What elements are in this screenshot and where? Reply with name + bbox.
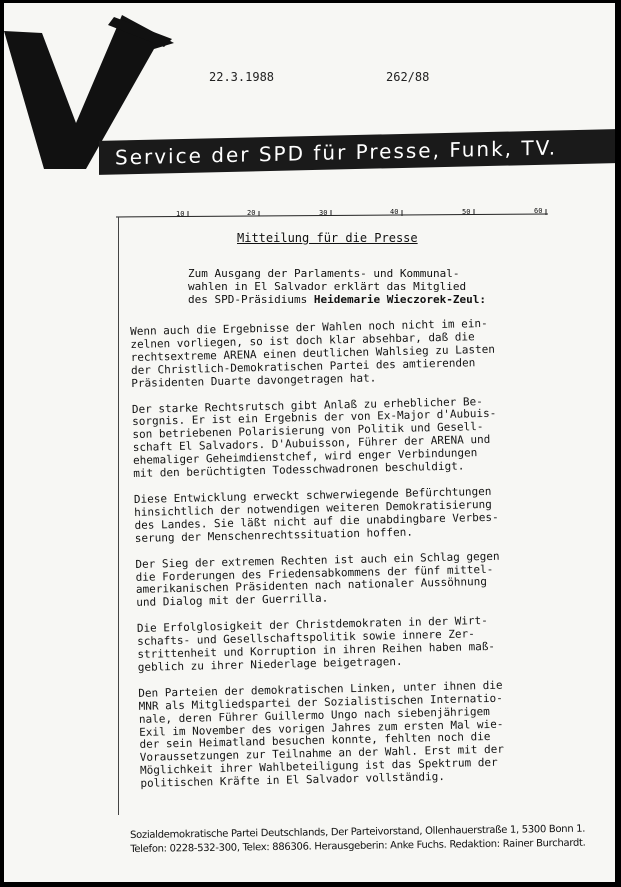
intro-block: [188, 267, 486, 306]
footer-contact: Telefon: 0228-532-300, Telex: 886306. Herausgeberin: Anke Fuchs. Redaktion: Rainer Burchardt.: [130, 837, 586, 855]
statement-body: [130, 315, 615, 804]
footer-imprint: [130, 822, 600, 857]
ruler-mark-60: 60: [534, 207, 543, 215]
ruler-mark-40: 40: [390, 208, 399, 216]
intro-line-1: Zum Ausgang der Parlaments- und Kommunal-: [188, 267, 460, 280]
paragraph-3: Diese Entwicklung erweckt schwerwiegende Befürchtungen hinsichtlich der notwendigen weiteren Demokratisierung des Landes. Sie läßt nicht auf die unabdingbare Verbes- serung der Menschenrechtssituation hoffen.: [133, 484, 499, 545]
banner-text: Service der SPD für Presse, Funk, TV.: [115, 135, 558, 170]
ruler-mark-30: 30: [319, 209, 328, 217]
footer-address: Sozialdemokratische Partei Deutschlands, Der Parteivorstand, Ollenhauerstraße 1, 5300 Bonn 1.: [130, 823, 586, 841]
intro-line-3-prefix: des SPD-Präsidiums: [188, 293, 314, 306]
paragraph-2: Der starke Rechtsrutsch gibt Anlaß zu erheblicher Be- sorgnis. Er ist ein Ergebnis der von Ex-Major d'Aubuis- son betriebenen Polarisierung von Politik und Gesell- schaft El Salvadors. D'Aubuisson, Führer der ARENA und ehemaliger Geheimdienstchef, wird enger Verbindungen mit den berüchtigten Todesschwadronen beschuldigt.: [131, 394, 497, 481]
paragraph-6: Den Parteien der demokratischen Linken, unter ihnen die MNR als Mitgliedspartei der Sozialistischen Internatio- nale, deren Führer Guillermo Ungo nach siebenjährigem Exil im November des vorigen Jahres zum ersten Mal wie- der sein Heimatland besuchen konnte, fehlten noch die Voraussetzungen zur Teilnahme an der Wahl. Erst mit der Möglichkeit ihrer Wahlbeteiligung ist das Spektrum der politischen Kräfte in El Salvador vollständig.: [138, 678, 505, 791]
release-number: 262/88: [386, 70, 430, 84]
document-page: [4, 3, 615, 882]
document-title: Mitteilung für die Presse: [237, 231, 418, 245]
typewriter-ruler: [116, 206, 556, 222]
ruler-mark-10: 10: [176, 210, 185, 218]
paragraph-1: Wenn auch die Ergebnisse der Wahlen noch nicht im ein- zelnen vorliegen, so ist doch klar absehbar, daß die rechtsextreme ARENA einen deutlichen Wahlsieg zu Lasten der Christlich-Demokratischen Partei des amtierenden Präsidenten Duarte davongetragen hat.: [129, 316, 496, 390]
margin-line: [118, 217, 119, 815]
release-date: 22.3.1988: [209, 70, 275, 84]
paragraph-4: Der Sieg der extremen Rechten ist auch ein Schlag gegen die Forderungen des Friedensabkommens der fünf mittel- amerikanischen Präsidenten nach nationaler Aussöhnung und Dialog mit der Guerrilla.: [135, 549, 500, 610]
intro-line-2: wahlen in El Salvador erklärt das Mitglied: [188, 280, 467, 293]
ruler-mark-20: 20: [247, 209, 256, 217]
ruler-mark-50: 50: [462, 208, 471, 216]
speaker-name: Heidemarie Wieczorek-Zeul:: [313, 293, 487, 306]
paragraph-5: Die Erfolglosigkeit der Christdemokraten in der Wirt- schafts- und Gesellschaftspolitik sowie innere Zer- strittenheit und Korruption in ihren Reihen haben maß- geblich zu ihrer Niederlage beigetragen.: [136, 614, 496, 674]
